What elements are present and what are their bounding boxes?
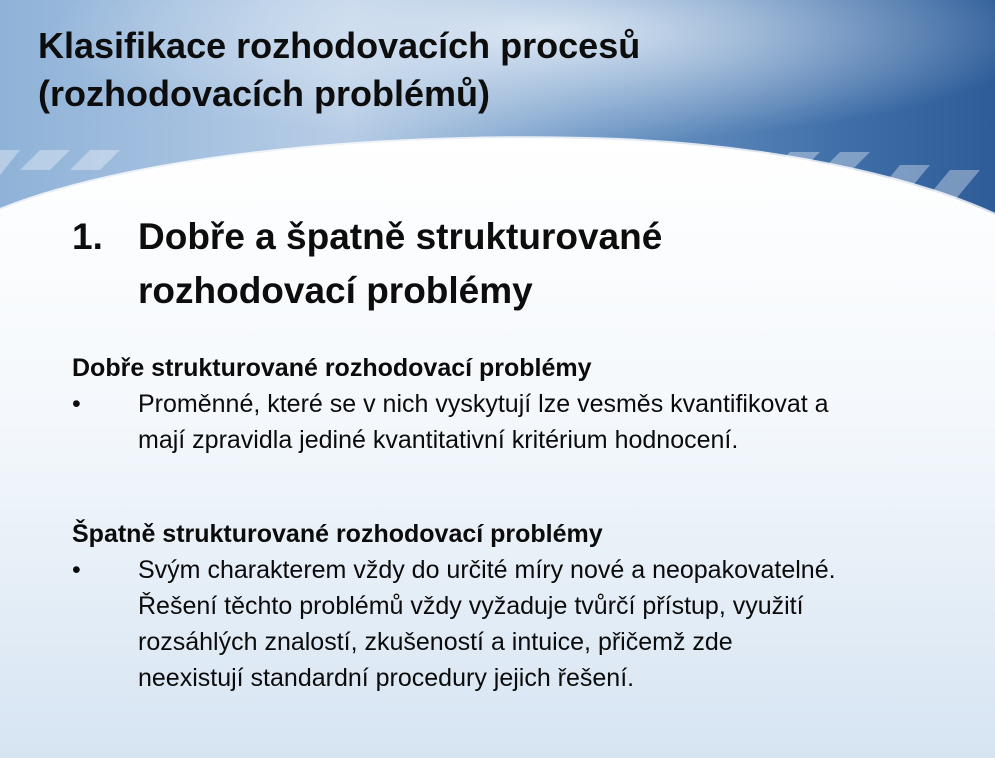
- bullet-line: neexistují standardní procedury jejich řešení.: [138, 664, 635, 692]
- bullet-icon: •: [72, 556, 81, 584]
- bullet-line: Svým charakterem vždy do určité míry nové a neopakovatelné.: [138, 556, 836, 584]
- heading-line-1: Dobře a špatně strukturované: [138, 216, 663, 257]
- heading-number: 1.: [72, 216, 103, 257]
- bullet-line: Řešení těchto problémů vždy vyžaduje tvůrčí přístup, využití: [138, 592, 804, 620]
- bullet-line: Proměnné, které se v nich vyskytují lze vesměs kvantifikovat a: [138, 390, 829, 418]
- bullet-text: [138, 552, 982, 696]
- section-title: Dobře strukturované rozhodovací problémy: [72, 354, 592, 382]
- bullet-line: rozsáhlých znalostí, zkušeností a intuice, přičemž zde: [138, 628, 733, 656]
- bullet-line: mají zpravidla jediné kvantitativní kritérium hodnocení.: [138, 426, 739, 454]
- bullet-item: [72, 552, 982, 696]
- section-title: Špatně strukturované rozhodovací problémy: [72, 520, 603, 548]
- section-ill-structured: [72, 516, 982, 696]
- heading-text: [138, 210, 958, 318]
- bullet-item: [72, 386, 982, 458]
- section-well-structured: [72, 350, 982, 458]
- slide-title-line-2: (rozhodovacích problémů): [38, 73, 491, 114]
- heading-line-2: rozhodovací problémy: [138, 270, 533, 311]
- bullet-text: [138, 386, 982, 458]
- bullet-icon: •: [72, 390, 81, 418]
- slide-title-line-1: Klasifikace rozhodovacích procesů: [38, 25, 641, 66]
- slide-title: [38, 22, 958, 118]
